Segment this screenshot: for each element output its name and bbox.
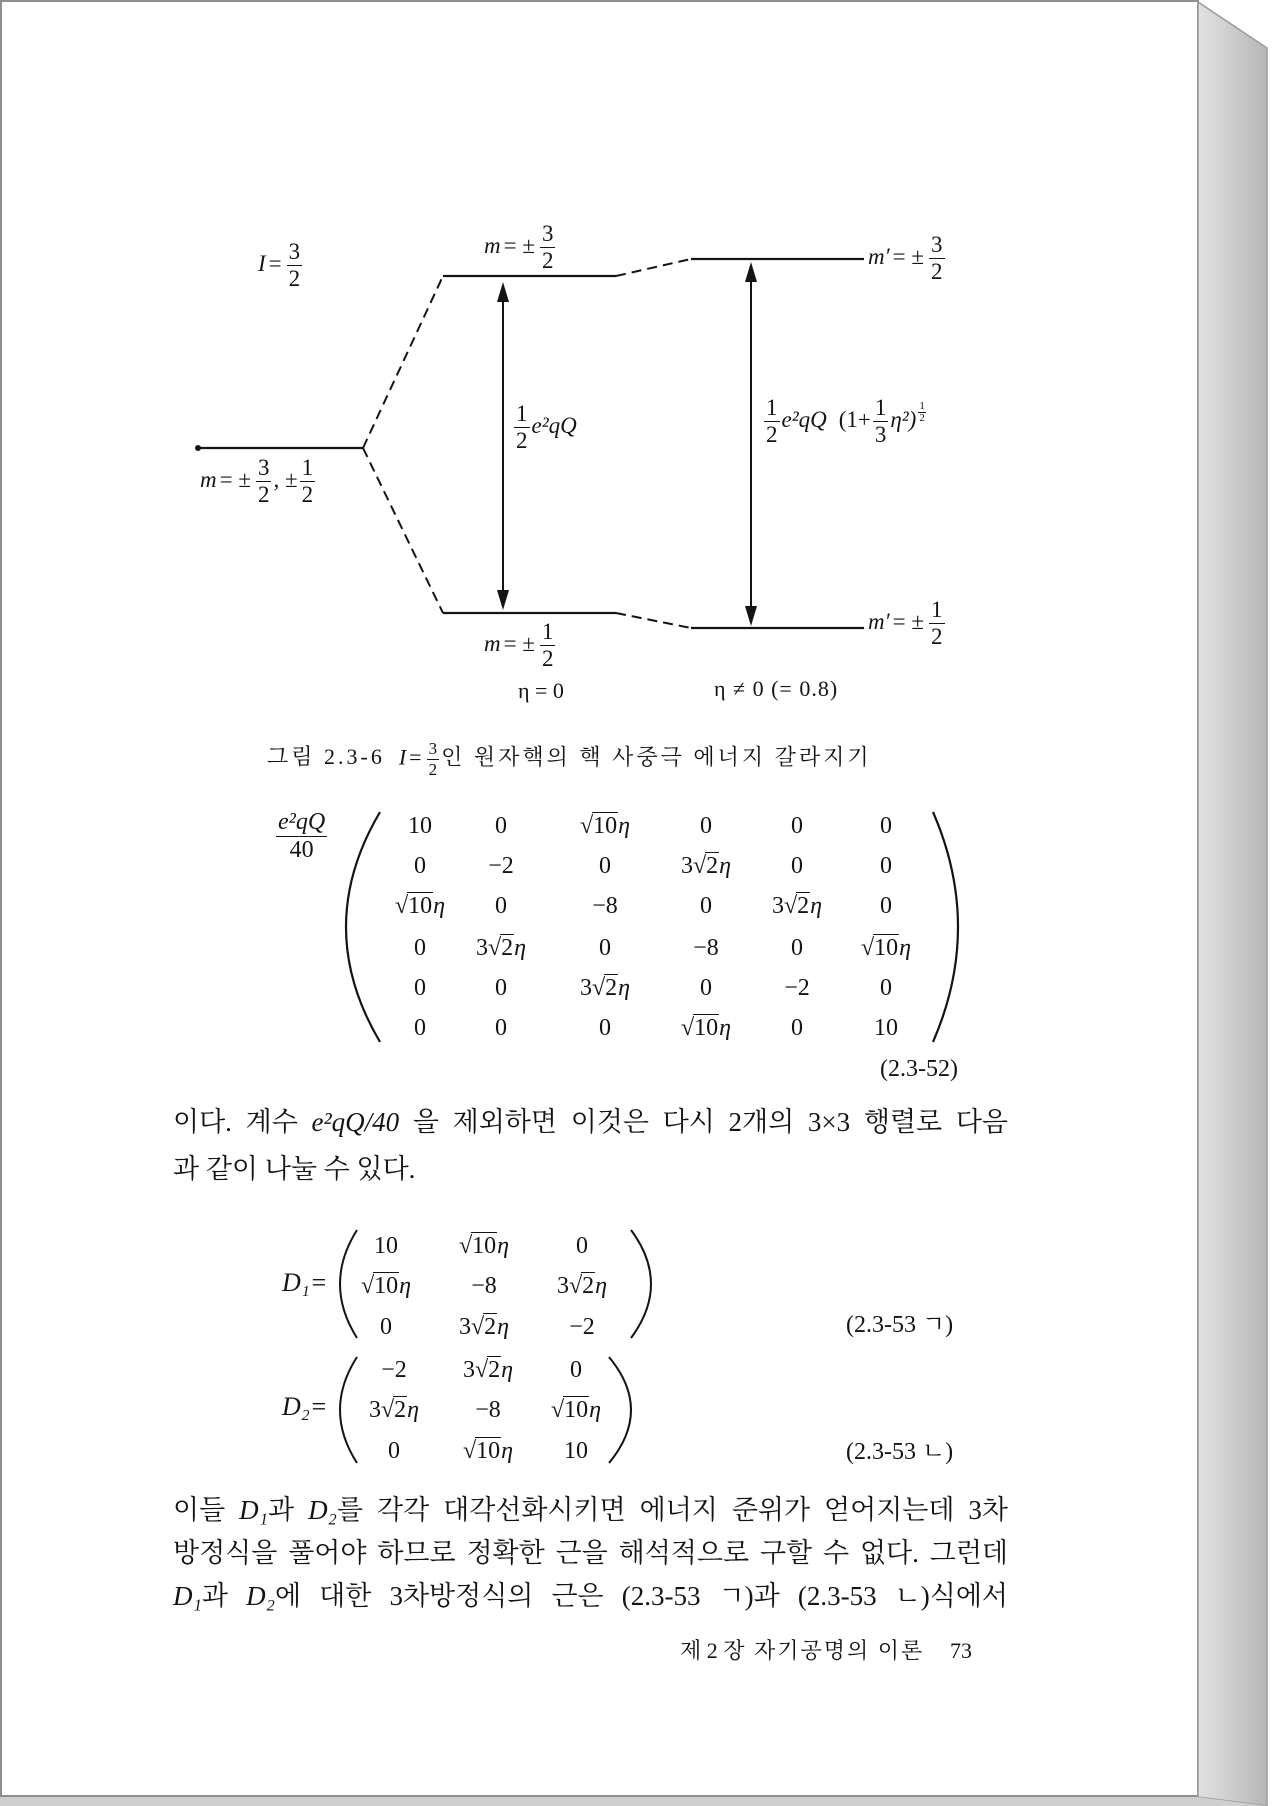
level-fraction-first [256,456,272,507]
eta-symbol: η [618,975,631,1001]
half-denominator: 2 [516,428,528,454]
quantum-number-symbol: m′ [868,243,890,269]
footer-chapter: 제 2 장 [680,1638,745,1663]
matrix-full-cell-r2-c1: 0 [414,853,426,879]
radical-sign: √ [591,975,606,1001]
matrix-full-cell-r4-c4: −8 [693,935,719,961]
matrix-d2-cell-r3-c2 [463,1439,513,1463]
radicand: 2 [488,1357,501,1383]
prefactor-numerator: e²qQ [276,810,327,837]
radicand: 10 [472,1233,497,1259]
matrix-d1-cell-r3-c1: 0 [380,1314,392,1340]
matrix-full-cell-r3-c2: 0 [495,893,507,919]
matrix-full-cell-r6-c2: 0 [495,1015,507,1041]
level-denominator: 2 [541,248,554,274]
equation-number-2-3-52: (2.3-52) [880,1056,958,1082]
matrix-full-cell-r5-c4: 0 [700,975,712,1001]
matrix-full-cell-r3-c4: 0 [700,893,712,919]
spin-fraction [287,240,303,291]
matrix-full-cell-r2-c3: 0 [599,853,611,879]
matrix-d2-cell-r3-c3: 10 [564,1438,588,1464]
radical-coefficient: 3 [556,1273,569,1299]
matrix-d2-label: D₂= [282,1392,328,1421]
half-numerator: 1 [764,396,780,422]
radical-coefficient: 3 [475,935,488,961]
matrix-full-cell-r4-c6 [861,936,911,960]
splitting-eta0-label [512,402,577,453]
matrix-full-cell-r2-c5: 0 [791,853,803,879]
radicand: 2 [797,893,810,919]
eta-symbol: η [618,813,631,839]
paragraph-text: 과 [201,1581,247,1611]
case-eta-zero: η = 0 [518,678,564,703]
radicand: 2 [706,853,719,879]
matrix-d1-cell-r1-c3: 0 [576,1233,588,1259]
page-number: 73 [950,1638,972,1663]
matrix-full-cell-r2-c4 [681,854,731,878]
radicand: 10 [694,1015,719,1041]
paragraph-text: 이들 [173,1495,240,1525]
radicand: 10 [408,893,433,919]
radical-coefficient: 3 [368,1397,381,1423]
level-numerator: 3 [929,233,945,259]
matrix-full-cell-r1-c5: 0 [791,813,803,839]
matrix-d2-cell-r2-c1 [369,1398,419,1422]
eta-symbol: η [595,1273,608,1299]
level-fraction [540,620,556,671]
quadrupole-coupling-expression: e²qQ [781,406,827,432]
radical-sign: √ [394,893,409,919]
radicand: 10 [593,813,618,839]
equals-plus-minus: = ± [219,466,251,492]
quantum-number-symbol: m′ [868,608,890,634]
level-denominator: 2 [541,646,554,672]
matrix-full-cell-r3-c1 [395,894,445,918]
level-numerator: 1 [300,456,316,482]
half-fraction [514,402,530,453]
radical-sign: √ [462,1438,477,1464]
inline-math: e²qQ/40 [311,1107,400,1137]
matrix-full-cell-r2-c6: 0 [880,853,892,879]
equation-number-2-3-53a: (2.3-53 ㄱ) [846,1312,954,1338]
inline-math-d1: D₁ [173,1581,202,1611]
upper-level-eta0-label [484,222,557,273]
eta-squared-close: η²) [890,406,917,432]
matrix-full-cell-r1-c3 [580,814,630,838]
eta-symbol: η [399,1273,412,1299]
matrix-d1-cell-r3-c3: −2 [569,1314,595,1340]
prefactor-denominator: 40 [289,837,314,864]
radical-sign: √ [360,1273,375,1299]
level-fraction-second [300,456,316,507]
paragraph1-line1 [173,1104,1008,1140]
half-numerator: 1 [514,402,530,428]
caption-text: 인 원자핵의 핵 사중극 에너지 갈라지기 [441,744,872,770]
matrix-d1-cell-r2-c3 [557,1274,607,1298]
paragraph2-line2: 방정식을 풀어야 하므로 정확한 근을 해석적으로 구할 수 없다. 그런데 [173,1538,1008,1568]
caption-equals: = [409,744,425,770]
eta-symbol: η [514,935,527,961]
radical-sign: √ [487,935,502,961]
matrix-d1-cell-r1-c1: 10 [374,1233,398,1259]
paren-open-term: (1+ [838,406,871,432]
book-edge [1198,2,1267,1806]
paragraph-text: 을 제외하면 이것은 다시 2개의 3×3 행렬로 다음 [399,1107,1009,1137]
third-denominator: 3 [874,422,887,448]
third-numerator: 1 [873,396,889,422]
radicand: 10 [476,1438,501,1464]
matrix-full-cell-r6-c4 [681,1016,731,1040]
radical-sign: √ [692,853,707,879]
matrix-full-cell-r4-c3: 0 [599,935,611,961]
matrix-d2-cell-r3-c1: 0 [388,1438,400,1464]
matrix-full-cell-r3-c3: −8 [592,893,618,919]
equals-plus-minus: = ± [503,630,535,656]
matrix-full-cell-r5-c5: −2 [784,975,810,1001]
eta-symbol: η [589,1397,602,1423]
spin-denominator: 2 [288,266,301,292]
radical-sign: √ [579,813,594,839]
spin-numerator: 3 [287,240,303,266]
paragraph-text: 에 대한 3차방정식의 근은 (2.3-53 ㄱ)과 (2.3-53 ㄴ)식에서 [274,1581,1008,1611]
matrix-full-cell-r4-c2 [476,936,526,960]
paragraph2-line1 [173,1492,1008,1528]
matrix-full-cell-r1-c4: 0 [700,813,712,839]
matrix-full-cell-r1-c2: 0 [495,813,507,839]
equals-plus-minus: = ± [892,608,925,634]
eta-symbol: η [810,893,823,919]
eta-symbol: η [433,893,446,919]
half-fraction [764,396,780,447]
separator-plus-minus: , ± [273,466,298,492]
matrix-d2-cell-r2-c2: −8 [475,1397,501,1423]
matrix-d1-cell-r2-c1 [361,1274,411,1298]
radical-sign: √ [380,1397,395,1423]
matrix-full-cell-r4-c5: 0 [791,935,803,961]
case-eta-nonzero: η ≠ 0 (= 0.8) [714,676,839,701]
level-numerator: 3 [256,456,272,482]
level-fraction [540,222,556,273]
matrix-full-cell-r6-c6: 10 [874,1015,898,1041]
radicand: 2 [501,935,514,961]
paragraph-text: 이다. 계수 [173,1107,312,1137]
matrix-full-cell-r1-c6: 0 [880,813,892,839]
radicand: 2 [484,1314,497,1340]
caption-spin-symbol: I [398,744,410,770]
inline-math-d1: D₁ [239,1495,269,1525]
spin-equals: = [268,250,282,276]
radical-sign: √ [783,893,798,919]
radical-coefficient: 3 [680,853,693,879]
splitting-eta-label [762,396,926,447]
eta-symbol: η [501,1357,514,1383]
matrix-d2-cell-r1-c3: 0 [570,1357,582,1383]
radical-coefficient: 3 [462,1357,475,1383]
matrix-full-cell-r6-c1: 0 [414,1015,426,1041]
prefactor-fraction [276,810,327,863]
quantum-number-symbol: m [484,232,501,258]
paragraph-text: 과 [268,1495,309,1525]
spin-symbol: I [258,250,266,276]
level-denominator: 2 [931,259,943,285]
matrix-full-cell-r2-c2: −2 [488,853,514,879]
matrix-d2-cell-r2-c3 [551,1398,601,1422]
exponent-denominator: 2 [919,411,925,424]
radicand: 2 [605,975,618,1001]
quantum-number-symbol: m [484,630,501,656]
matrix-full-prefactor [274,810,329,863]
level-denominator: 2 [301,482,314,508]
matrix-full-cell-r5-c1: 0 [414,975,426,1001]
radical-sign: √ [458,1233,473,1259]
radicand: 2 [582,1273,595,1299]
book-bottom-shadow [0,1797,1267,1806]
eta-symbol: η [497,1233,510,1259]
caption-fraction [427,740,440,779]
level-numerator: 1 [929,598,945,624]
equation-number-2-3-53b: (2.3-53 ㄴ) [846,1439,954,1465]
quadrupole-coupling-expression: e²qQ [531,412,577,438]
radical-sign: √ [470,1314,485,1340]
unsplit-level-label [200,456,317,507]
matrix-full-cell-r3-c5 [772,894,822,918]
level-denominator: 2 [931,624,943,650]
matrix-full-cell-r5-c3 [580,976,630,1000]
matrix-d1-cell-r3-c2 [459,1315,509,1339]
lower-level-eta0-label [484,620,557,671]
figure-caption [267,740,872,779]
radicand: 10 [564,1397,589,1423]
figure-number: 그림 2.3-6 [267,744,385,770]
upper-level-eta-label [868,233,947,284]
radicand: 10 [374,1273,399,1299]
level-fraction [929,598,945,649]
radicand: 10 [874,935,899,961]
exponent-numerator: 1 [919,399,925,412]
spin-label [258,240,304,291]
eta-symbol: η [407,1397,420,1423]
lower-level-eta-label [868,598,947,649]
matrix-full-cell-r6-c5: 0 [791,1015,803,1041]
caption-denominator: 2 [428,759,438,779]
caption-numerator: 3 [428,739,438,758]
equals-plus-minus: = ± [503,232,535,258]
level-numerator: 3 [540,222,556,248]
eta-symbol: η [501,1438,514,1464]
footer-title: 자기공명의 이론 [754,1638,925,1663]
eta-symbol: η [899,935,912,961]
paragraph1-line2: 과 같이 나눌 수 있다. [173,1154,416,1184]
radicand: 2 [394,1397,407,1423]
radical-coefficient: 3 [771,893,784,919]
radical-coefficient: 3 [579,975,592,1001]
matrix-full-cell-r4-c1: 0 [414,935,426,961]
radical-coefficient: 3 [458,1314,471,1340]
level-numerator: 1 [540,620,556,646]
radical-sign: √ [474,1357,489,1383]
square-root-exponent [918,401,926,424]
matrix-d2-cell-r1-c1: −2 [381,1357,407,1383]
radical-sign: √ [680,1015,695,1041]
third-fraction [873,396,889,447]
level-denominator: 2 [257,482,270,508]
matrix-d1-cell-r1-c2 [459,1234,509,1258]
equals-plus-minus: = ± [892,243,925,269]
eta-symbol: η [719,853,732,879]
radical-sign: √ [550,1397,565,1423]
matrix-full-cell-r5-c6: 0 [880,975,892,1001]
matrix-full-cell-r3-c6: 0 [880,893,892,919]
matrix-d2-cell-r1-c2 [463,1358,513,1382]
matrix-d1-label: D₁= [282,1268,328,1297]
matrix-full-cell-r5-c2: 0 [495,975,507,1001]
quantum-number-symbol: m [200,466,217,492]
radical-sign: √ [568,1273,583,1299]
inline-math-d2: D₂ [308,1495,337,1525]
eta-symbol: η [719,1015,732,1041]
matrix-full-cell-r1-c1: 10 [408,813,432,839]
matrix-d1-cell-r2-c2: −8 [471,1273,497,1299]
paragraph2-line3 [173,1578,1008,1614]
level-fraction [929,233,945,284]
half-denominator: 2 [766,422,778,448]
paragraph-text: 를 각각 대각선화시키면 에너지 준위가 얻어지는데 3차 [336,1495,1008,1525]
matrix-full-cell-r6-c3: 0 [599,1015,611,1041]
radical-sign: √ [860,935,875,961]
eta-symbol: η [497,1314,510,1340]
inline-math-d2: D₂ [246,1581,275,1611]
